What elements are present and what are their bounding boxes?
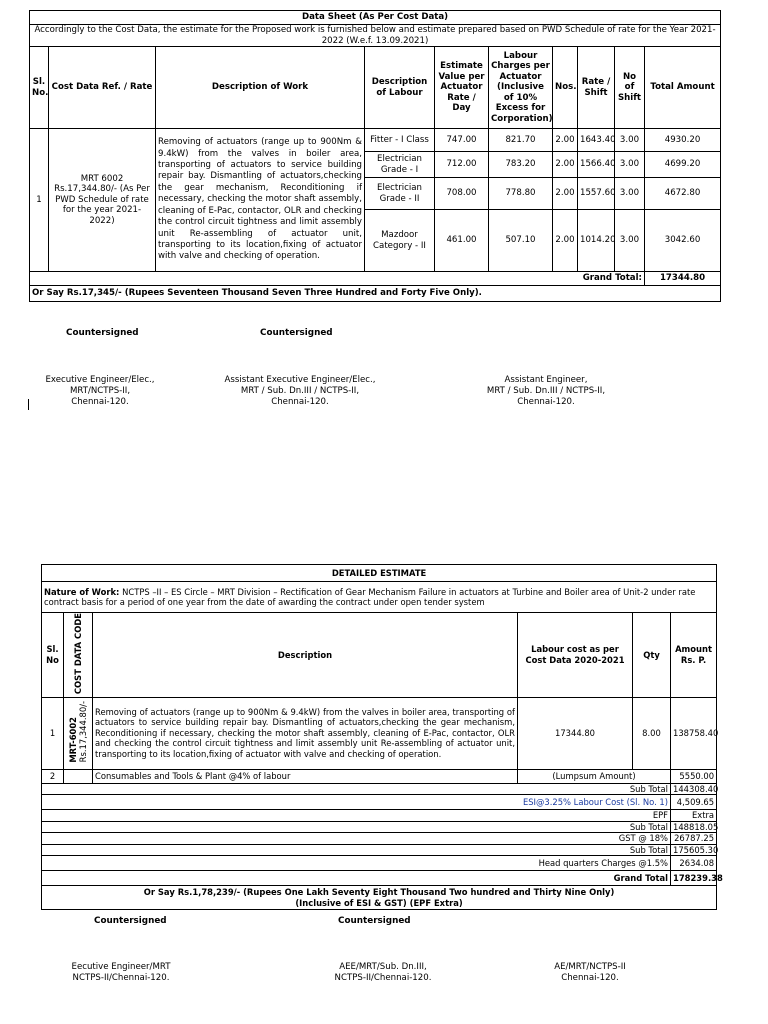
grand-total-label: Grand Total (42, 871, 671, 886)
signature-line: NCTPS-II/Chennai-120. (72, 973, 170, 983)
signature-line: MRT / Sub. Dn.III / NCTPS-II, (240, 386, 360, 396)
item-desc: Consumables and Tools & Plant @4% of labour (93, 769, 518, 783)
text-cursor (28, 399, 29, 410)
or-say-text: Or Say Rs.17,345/- (Rupees Seventeen Thousand Seven Three Hundred and Forty Five Only). (30, 286, 721, 302)
item-code (64, 769, 93, 783)
summary-value: 144308.40 (671, 783, 717, 795)
table-row (42, 697, 717, 769)
rate-cell: 1014.20 (578, 210, 615, 272)
summary-value: 148818.05 (671, 821, 717, 833)
detailed-estimate-table (41, 564, 723, 910)
signature-line: MRT / Sub. Dn.III / NCTPS-II, (486, 386, 606, 396)
item-code-b: Rs.17,344.80/- (78, 701, 88, 763)
labour-cell: Electrician Grade - II (365, 178, 435, 210)
signature-line: Chennai-120. (517, 397, 575, 407)
item-code (64, 697, 93, 769)
est-cell: 461.00 (435, 210, 489, 272)
summary-label: ESI@3.25% Labour Cost (Sl. No. 1) (42, 795, 671, 810)
item-sl: 1 (42, 697, 64, 769)
summary-label: Sub Total (42, 821, 671, 833)
signature-block-aee (220, 375, 380, 408)
charges-cell: 783.20 (489, 152, 553, 178)
summary-label: EPF (42, 810, 671, 822)
col-labour: Description of Labour (365, 47, 435, 129)
row-work: Removing of actuators (range up to 900Nm & 9.4kW) from the valves in boiler area, transporting of actuators to service building repair bay. Dismantling of actuators,checking the gear mechanism, Reconditioning if necessary, checking the motor shaft assembly, cleaning of E-Pac, contactor, OLR and checking the control circuit tightness and limit assembly unit Re-assembling of actuator unit, transporting to its location,fixing of actuator with valve and checking of operation. (156, 129, 365, 272)
rate-cell: 1566.40 (578, 152, 615, 178)
col-ref: Cost Data Ref. / Rate (49, 47, 156, 129)
col-nos: Nos. (553, 47, 578, 129)
labour-cell: Mazdoor Category - II (365, 210, 435, 272)
labour-cell: Electrician Grade - I (365, 152, 435, 178)
signature-block-aee (318, 962, 448, 984)
row-sl: 1 (30, 129, 49, 272)
col-rate: Rate / Shift (578, 47, 615, 129)
countersigned-label: Countersigned (94, 916, 167, 926)
countersigned-label: Countersigned (66, 328, 139, 338)
summary-value: 4,509.65 (671, 795, 717, 810)
nos-cell: 2.00 (553, 129, 578, 152)
col-shift: No of Shift (615, 47, 645, 129)
shift-cell: 3.00 (615, 210, 645, 272)
signature-line: Assistant Executive Engineer/Elec., (224, 375, 376, 385)
est-cell: 712.00 (435, 152, 489, 178)
grand-total-value: 178239.38 (671, 871, 717, 886)
item-amount: 138758.40 (671, 697, 717, 769)
signature-line: Chennai-120. (561, 973, 619, 983)
item-labour: 17344.80 (518, 697, 633, 769)
data-sheet-intro: Accordingly to the Cost Data, the estimate for the Proposed work is furnished below and estimate prepared based on PWD Schedule of rate for the Year 2021-2022 (W.e.f. 13.09.2021) (30, 25, 721, 47)
countersigned-label: Countersigned (260, 328, 333, 338)
col-amount-sub: Rs. P. (680, 654, 707, 665)
data-sheet-table (29, 10, 721, 302)
signature-line: Chennai-120. (271, 397, 329, 407)
signature-line: NCTPS-II/Chennai-120. (334, 973, 432, 983)
summary-label: Head quarters Charges @1.5% (42, 856, 671, 871)
grand-total-value: 17344.80 (645, 272, 721, 286)
signature-line: Assistant Engineer, (504, 375, 588, 385)
col-charges: Labour Charges per Actuator (Inclusive of 10% Excess for Corporation) (489, 47, 553, 129)
summary-label: Sub Total (42, 844, 671, 856)
item-amount: 5550.00 (671, 769, 717, 783)
signature-line: Executive Engineer/Elec., (45, 375, 155, 385)
summary-label: GST @ 18% (42, 833, 671, 845)
signature-line: MRT/NCTPS-II, (69, 386, 131, 396)
table-row (42, 769, 717, 783)
col-desc: Description of Work (156, 47, 365, 129)
total-cell: 4930.20 (645, 129, 721, 152)
charges-cell: 821.70 (489, 129, 553, 152)
data-sheet-title: Data Sheet (As Per Cost Data) (30, 11, 721, 25)
nos-cell: 2.00 (553, 178, 578, 210)
col-est: Estimate Value per Actuator Rate / Day (435, 47, 489, 129)
item-labour: (Lumpsum Amount) (518, 769, 671, 783)
summary-value: 26787.25 (671, 833, 717, 845)
item-qty: 8.00 (633, 697, 671, 769)
summary-value: 2634.08 (671, 856, 717, 871)
signature-line: Eecutive Engineer/MRT (71, 962, 171, 972)
summary-value: Extra (671, 810, 717, 822)
countersigned-label: Countersigned (338, 916, 411, 926)
shift-cell: 3.00 (615, 129, 645, 152)
total-cell: 4699.20 (645, 152, 721, 178)
rate-cell: 1557.60 (578, 178, 615, 210)
shift-cell: 3.00 (615, 178, 645, 210)
shift-cell: 3.00 (615, 152, 645, 178)
nos-cell: 2.00 (553, 210, 578, 272)
item-sl: 2 (42, 769, 64, 783)
nature-text: NCTPS –II – ES Circle – MRT Division – Rectification of Gear Mechanism Failure in actuators at Turbine and Boiler area of Unit-2 under rate contract basis for a period of one year from the date of awarding the contract under open tender system (44, 586, 696, 607)
est-cell: 747.00 (435, 129, 489, 152)
signature-line: Chennai-120. (71, 397, 129, 407)
signature-block-ae (464, 375, 628, 408)
col-qty: Qty (633, 613, 671, 698)
estimate-title: DETAILED ESTIMATE (42, 565, 717, 582)
table-row (30, 129, 721, 152)
signature-block-ae (534, 962, 646, 984)
nature-of-work (42, 582, 717, 613)
row-ref: MRT 6002 Rs.17,344.80/- (As Per PWD Schedule of rate for the year 2021-2022) (49, 129, 156, 272)
or-say-line: (Inclusive of ESI & GST) (EPF Extra) (295, 897, 463, 908)
col-labour: Labour cost as per Cost Data 2020-2021 (518, 613, 633, 698)
grand-total-label: Grand Total: (30, 272, 645, 286)
rate-cell: 1643.40 (578, 129, 615, 152)
col-code (64, 613, 93, 698)
col-total: Total Amount (645, 47, 721, 129)
summary-value: 175605.30 (671, 844, 717, 856)
est-cell: 708.00 (435, 178, 489, 210)
signature-line: AEE/MRT/Sub. Dn.III, (339, 962, 427, 972)
nos-cell: 2.00 (553, 152, 578, 178)
col-sl: Sl. No. (30, 47, 49, 129)
labour-cell: Fitter - I Class (365, 129, 435, 152)
item-code-a: MRT-6002 (67, 716, 78, 763)
col-amount-label: Amount (675, 644, 712, 655)
item-desc: Removing of actuators (range up to 900Nm & 9.4kW) from the valves in boiler area, transporting of actuators to service building repair bay. Dismantling of actuators,checking the gear mechanism, Reconditioning if necessary, checking the motor shaft assembly, cleaning of E-Pac, contactor, OLR and checking the control circuit tightness and limit assembly unit Re-assembling of actuator unit, transporting to its location,fixing of actuator with valve and checking of operation. (93, 697, 518, 769)
or-say-line: Or Say Rs.1,78,239/- (Rupees One Lakh Seventy Eight Thousand Two hundred and Thirty Nine Only) (143, 887, 615, 898)
total-cell: 3042.60 (645, 210, 721, 272)
col-code-label: COST DATA CODE (72, 613, 83, 695)
signature-block-ee (30, 375, 170, 408)
summary-label: Sub Total (42, 783, 671, 795)
charges-cell: 507.10 (489, 210, 553, 272)
or-say-text (42, 886, 717, 910)
nature-label: Nature of Work: (44, 586, 120, 597)
total-cell: 4672.80 (645, 178, 721, 210)
charges-cell: 778.80 (489, 178, 553, 210)
col-amount (671, 613, 717, 698)
signature-block-ee (56, 962, 186, 984)
signature-line: AE/MRT/NCTPS-II (554, 962, 626, 972)
col-sl: Sl. No (42, 613, 64, 698)
col-desc: Description (93, 613, 518, 698)
